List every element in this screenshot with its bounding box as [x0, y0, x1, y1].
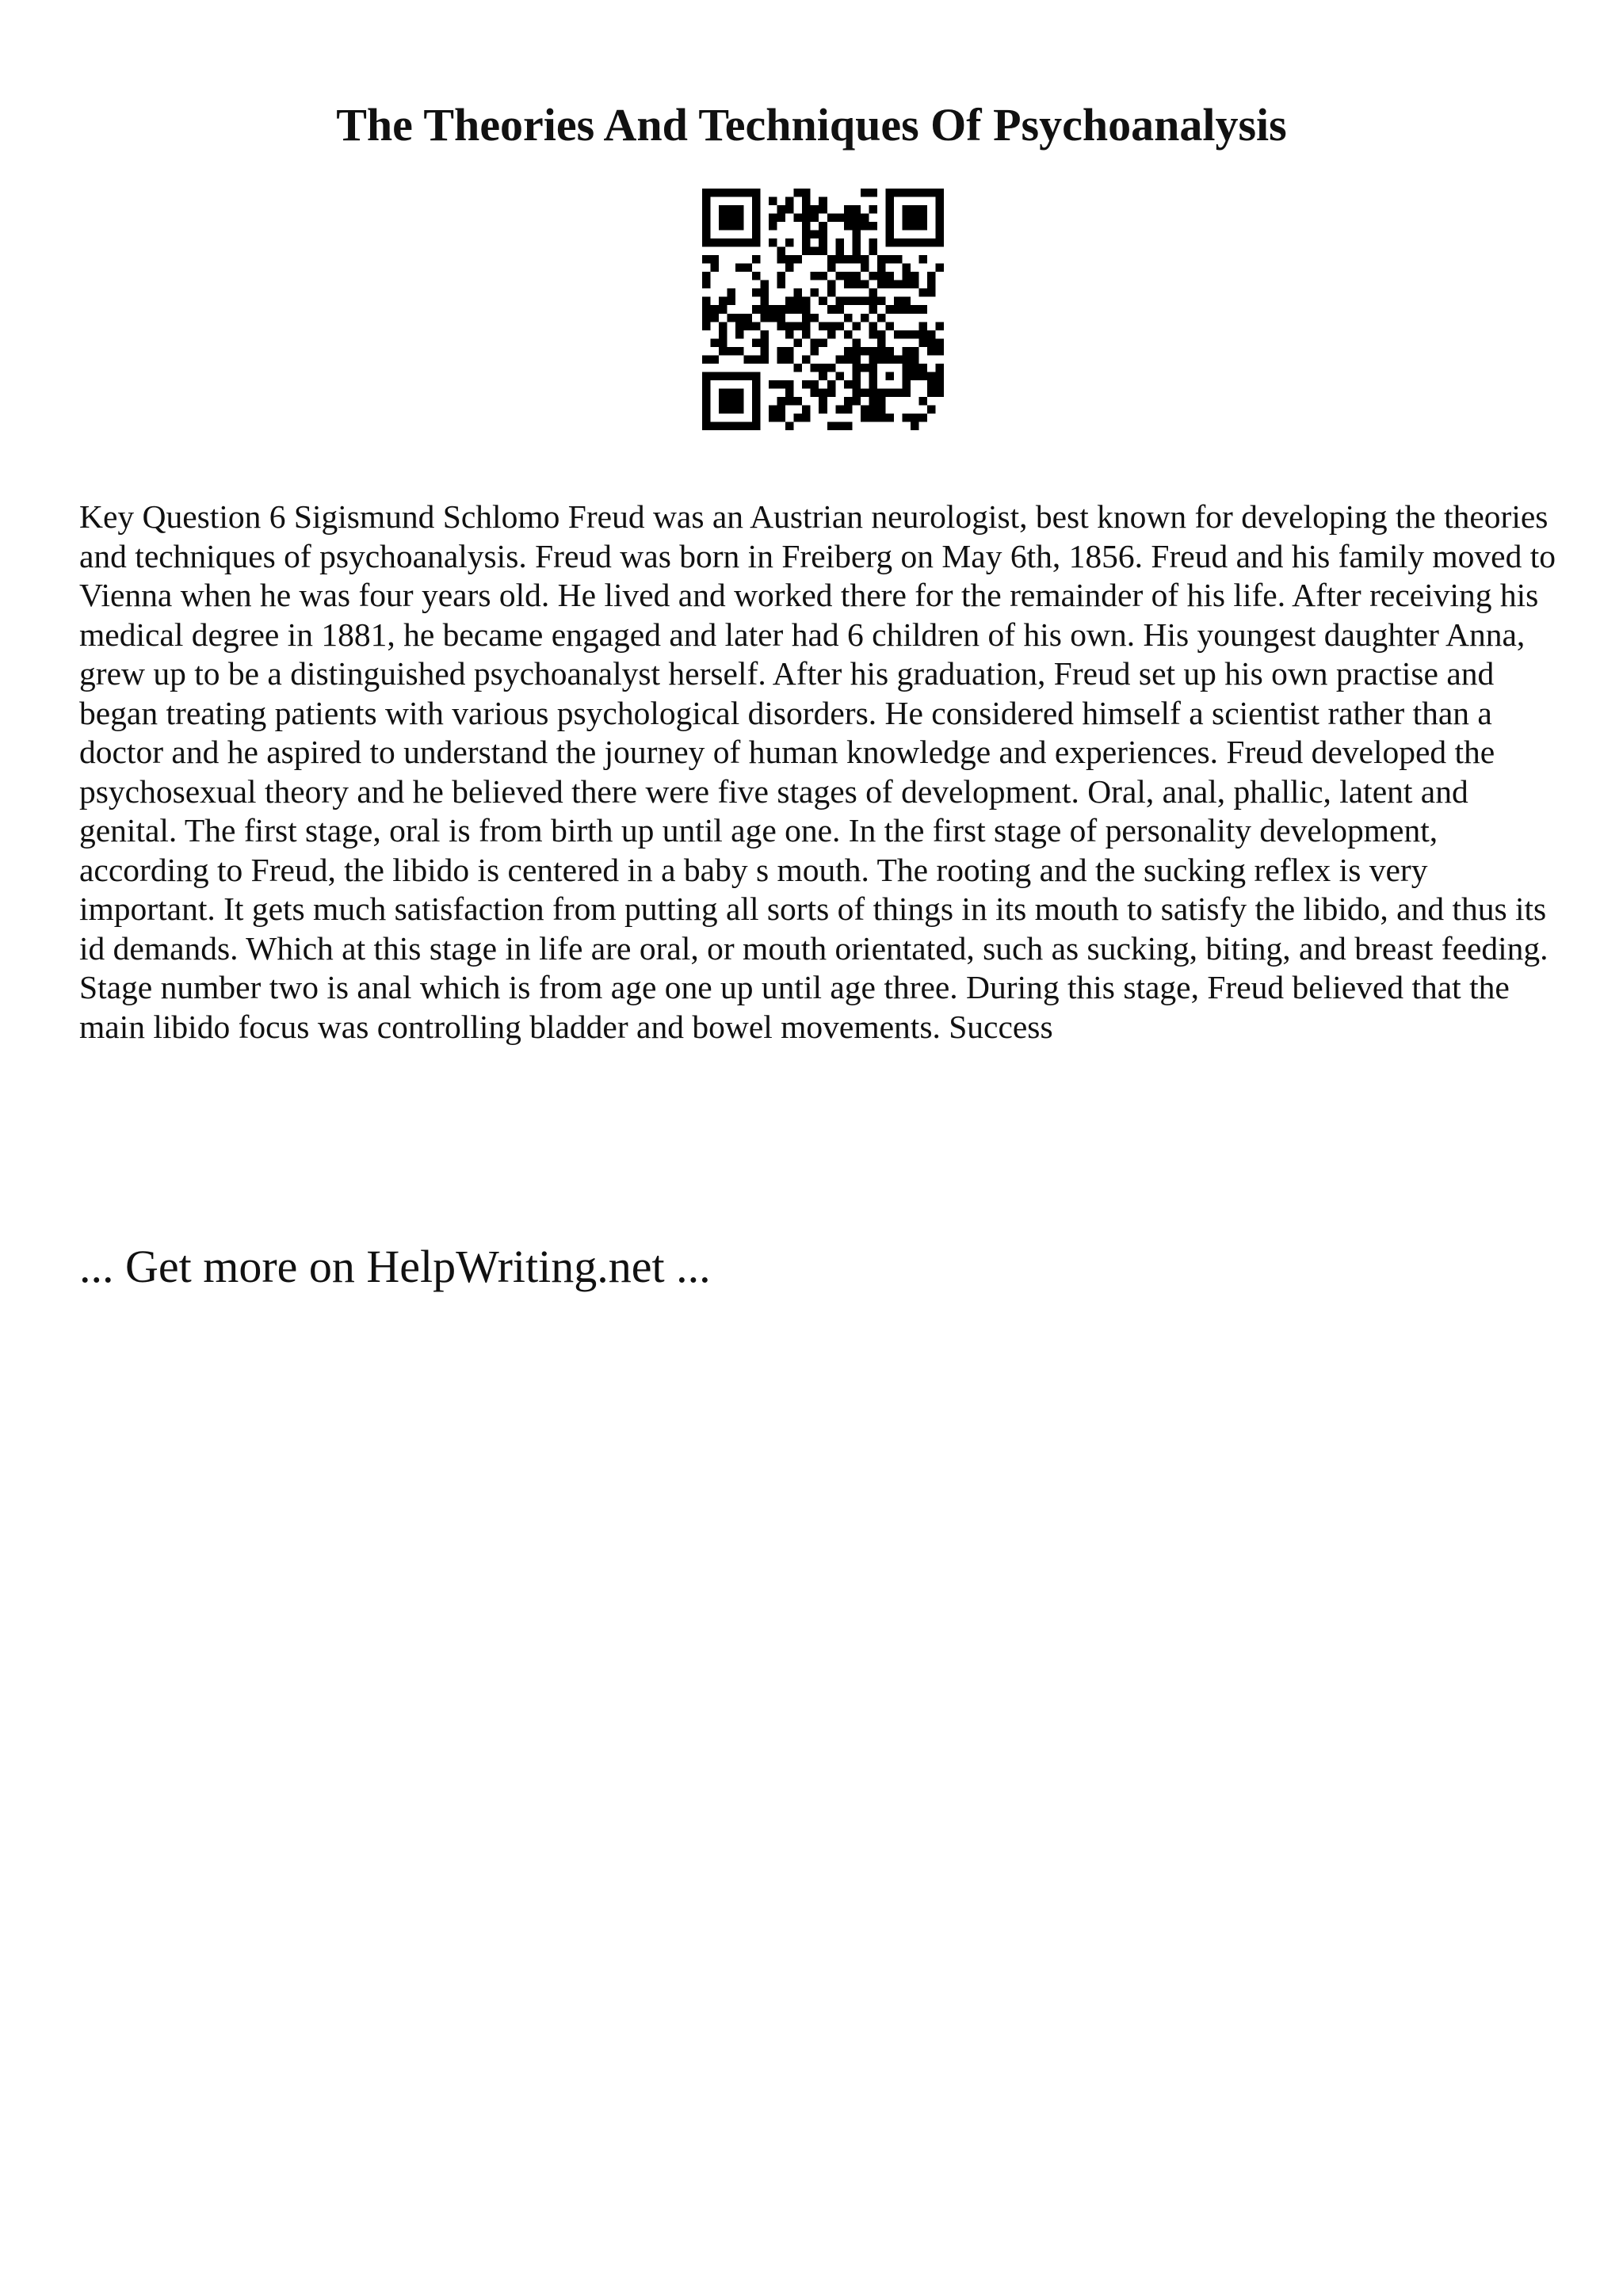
body-paragraph: Key Question 6 Sigismund Schlomo Freud was an Austrian neurologist, best known for developing the theories and techniques of psychoanalysis. Freud was born in Freiberg on May 6th, 1856. Freud and his family moved to Vienna when he was four years old. He lived and worked there for the remainder of his life. After receiving his medical degree in 1881, he became engaged and later had 6 children of his own. His youngest daughter Anna, grew up to be a distinguished psychoanalyst herself. After his graduation, Freud set up his own practise and began treating patients with various psychological disorders. He considered himself a scientist rather than a doctor and he aspired to understand the journey of human knowledge and experiences. Freud developed the psychosexual theory and he believed there were five stages of development. Oral, anal, phallic, latent and genital. The first stage, oral is from birth up until age one. In the first stage of personality development, according to Freud, the libido is centered in a baby s mouth. The rooting and the sucking reflex is very important. It gets much satisfaction from putting all sorts of things in its mouth to satisfy the libido, and thus its id demands. Which at this stage in life are oral, or mouth orientated, such as sucking, biting, and breast feeding. Stage number two is anal which is from age one up until age three. During this stage, Freud believed that the main libido focus was controlling bladder and bowel movements. Success [79, 498, 1556, 1045]
document-title: The Theories And Techniques Of Psychoanalysis [336, 99, 1287, 151]
qr-code-icon [702, 189, 944, 430]
get-more-link[interactable]: ... Get more on HelpWriting.net ... [79, 1241, 711, 1292]
